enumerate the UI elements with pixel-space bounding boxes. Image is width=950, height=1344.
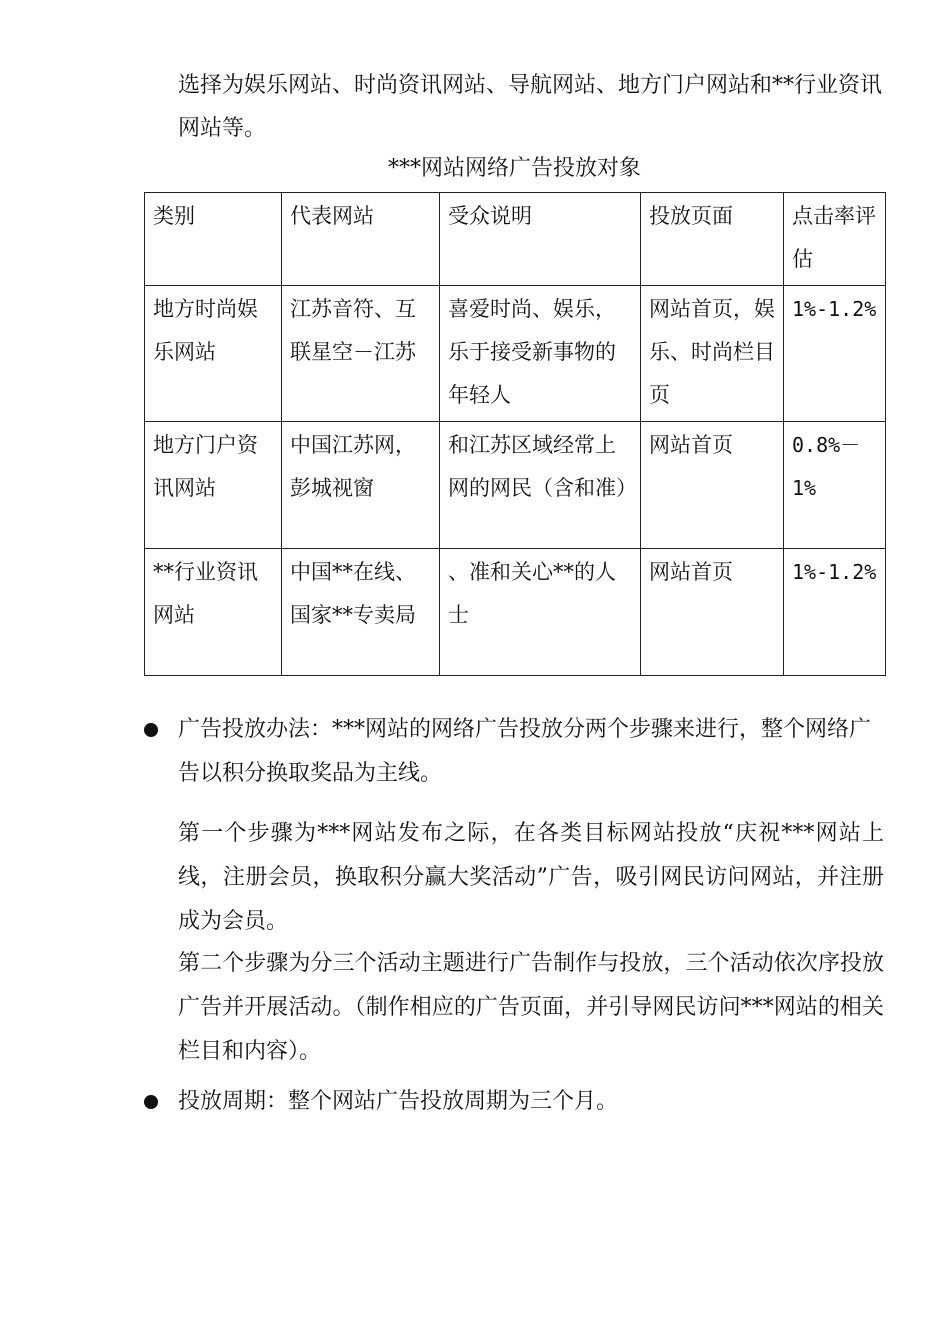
cell-sites: 中国**在线、国家**专卖局 [282, 549, 440, 676]
cell-ctr: 1%-1.2% [784, 549, 886, 676]
cell-sites: 江苏音符、互联星空－江苏 [282, 286, 440, 422]
table-row [145, 286, 886, 422]
ad-placement-table [144, 192, 886, 676]
header-sites: 代表网站 [282, 193, 440, 286]
method-bullet-text: 广告投放办法：***网站的网络广告投放分两个步骤来进行，整个网络广告以积分换取奖品为主线。 [178, 717, 872, 786]
cell-category: 地方时尚娱乐网站 [145, 286, 282, 422]
table-row [145, 549, 886, 676]
cell-pages: 网站首页 [641, 549, 784, 676]
cell-ctr: 0.8%－1% [784, 422, 886, 549]
intro-paragraph: 选择为娱乐网站、时尚资讯网站、导航网站、地方门户网站和**行业资讯网站等。 [178, 73, 883, 141]
cell-audience: 喜爱时尚、娱乐，乐于接受新事物的年轻人 [440, 286, 641, 422]
cell-audience: 、准和关心**的人士 [440, 549, 641, 676]
cell-pages: 网站首页，娱乐、时尚栏目页 [641, 286, 784, 422]
cell-pages: 网站首页 [641, 422, 784, 549]
bullet-icon [144, 1095, 158, 1109]
period-bullet-text: 投放周期：整个网站广告投放周期为三个月。 [178, 1089, 619, 1114]
bullet-icon [144, 723, 158, 737]
header-audience: 受众说明 [440, 193, 641, 286]
step2-paragraph: 第二个步骤为分三个活动主题进行广告制作与投放，三个活动依次序投放广告并开展活动。（制作相应的广告页面，并引导网民访问***网站的相关栏目和内容）。 [178, 951, 884, 1064]
table-row [145, 422, 886, 549]
step1-paragraph: 第一个步骤为***网站发布之际，在各类目标网站投放“庆祝***网站上线，注册会员，换取积分赢大奖活动”广告，吸引网民访问网站，并注册成为会员。 [178, 821, 884, 934]
cell-audience: 和江苏区域经常上网的网民（含和准） [440, 422, 641, 549]
table-header-row [145, 193, 886, 286]
header-category: 类别 [145, 193, 282, 286]
header-ctr: 点击率评估 [784, 193, 886, 286]
cell-category: **行业资讯网站 [145, 549, 282, 676]
table-caption: ***网站网络广告投放对象 [387, 156, 641, 181]
cell-ctr: 1%-1.2% [784, 286, 886, 422]
cell-category: 地方门户资讯网站 [145, 422, 282, 549]
cell-sites: 中国江苏网，彭城视窗 [282, 422, 440, 549]
header-pages: 投放页面 [641, 193, 784, 286]
